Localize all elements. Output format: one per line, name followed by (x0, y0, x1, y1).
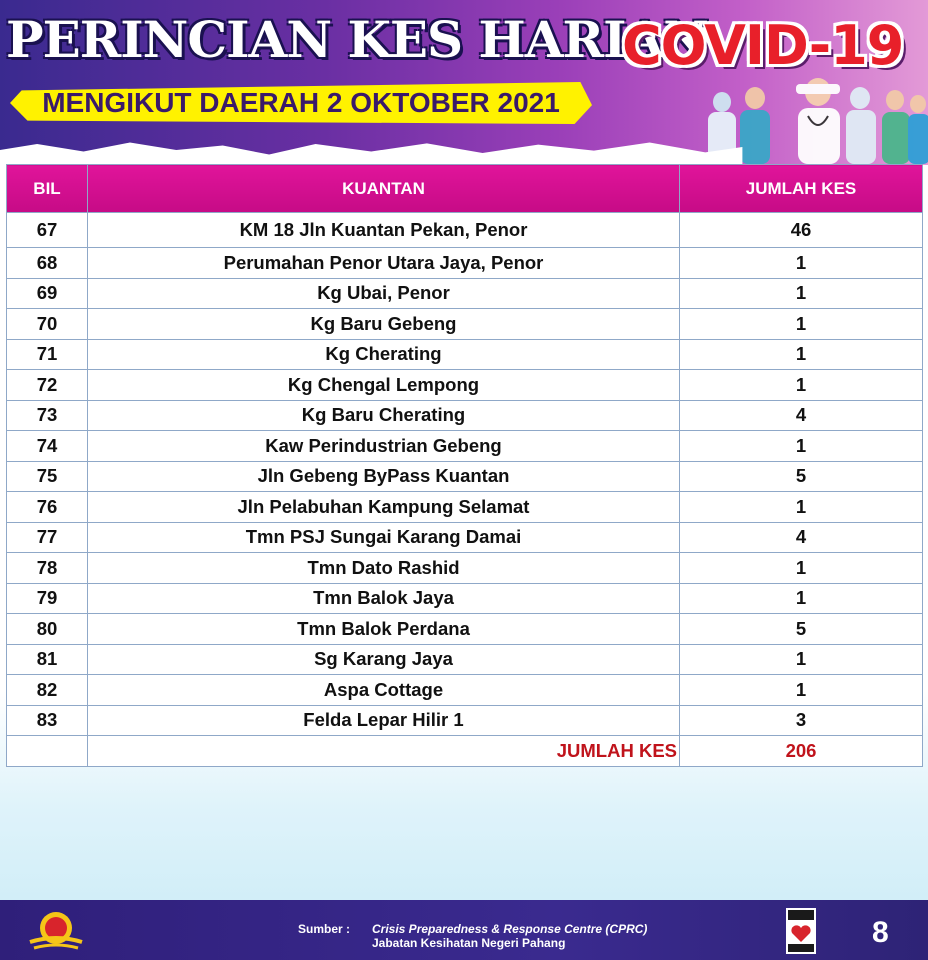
table-row (7, 431, 923, 462)
cell-lokasi: Tmn PSJ Sungai Karang Damai (88, 522, 680, 553)
cell-bil: 72 (7, 370, 88, 401)
cell-kes: 1 (680, 644, 923, 675)
cell-bil: 76 (7, 492, 88, 523)
cell-bil: 68 (7, 248, 88, 279)
table-total-row (7, 736, 923, 767)
table-row (7, 248, 923, 279)
total-empty-cell (7, 736, 88, 767)
cell-bil: 67 (7, 213, 88, 248)
cell-lokasi: Jln Gebeng ByPass Kuantan (88, 461, 680, 492)
case-table-container (6, 164, 922, 767)
cell-kes: 5 (680, 614, 923, 645)
cell-kes: 1 (680, 583, 923, 614)
table-row (7, 553, 923, 584)
cell-bil: 73 (7, 400, 88, 431)
header-banner (0, 0, 928, 165)
table-row (7, 705, 923, 736)
page-number: 8 (872, 916, 889, 949)
cell-lokasi: Kg Baru Cherating (88, 400, 680, 431)
cell-kes: 1 (680, 248, 923, 279)
total-label: JUMLAH KES (88, 736, 680, 767)
cell-lokasi: Kg Chengal Lempong (88, 370, 680, 401)
cell-bil: 77 (7, 522, 88, 553)
covid-title: COVID-19 (622, 14, 904, 77)
table-row (7, 492, 923, 523)
table-row (7, 583, 923, 614)
column-header-bil: BIL (7, 165, 88, 213)
cell-kes: 1 (680, 309, 923, 340)
table-row (7, 675, 923, 706)
column-header-jumlah-kes: JUMLAH KES (680, 165, 923, 213)
table-header-row (7, 165, 923, 213)
source-line-1: Crisis Preparedness & Response Centre (CPRC) (372, 922, 648, 936)
cell-lokasi: Tmn Dato Rashid (88, 553, 680, 584)
cell-lokasi: Felda Lepar Hilir 1 (88, 705, 680, 736)
cell-bil: 82 (7, 675, 88, 706)
page-subtitle: MENGIKUT DAERAH 2 OKTOBER 2021 (42, 87, 560, 118)
table-row (7, 339, 923, 370)
table-row (7, 370, 923, 401)
cell-kes: 3 (680, 705, 923, 736)
cell-bil: 78 (7, 553, 88, 584)
table-row (7, 213, 923, 248)
cell-kes: 4 (680, 522, 923, 553)
page-title: PERINCIAN KES HARIAN (6, 10, 708, 69)
total-value: 206 (680, 736, 923, 767)
cell-kes: 1 (680, 370, 923, 401)
table-row (7, 461, 923, 492)
cell-bil: 83 (7, 705, 88, 736)
source-line-2: Jabatan Kesihatan Negeri Pahang (372, 936, 566, 950)
cell-bil: 69 (7, 278, 88, 309)
cell-bil: 79 (7, 583, 88, 614)
footer-bar (0, 900, 928, 960)
cell-bil: 71 (7, 339, 88, 370)
koi-nak-bersih-logo-icon (786, 908, 816, 954)
table-row (7, 522, 923, 553)
cell-kes: 1 (680, 339, 923, 370)
table-row (7, 644, 923, 675)
table-row (7, 309, 923, 340)
cell-bil: 70 (7, 309, 88, 340)
cell-bil: 80 (7, 614, 88, 645)
cell-lokasi: Kg Cherating (88, 339, 680, 370)
case-table (6, 164, 923, 767)
cell-bil: 75 (7, 461, 88, 492)
cell-lokasi: Kg Baru Gebeng (88, 309, 680, 340)
cell-lokasi: Sg Karang Jaya (88, 644, 680, 675)
cell-bil: 74 (7, 431, 88, 462)
cell-lokasi: Kg Ubai, Penor (88, 278, 680, 309)
cell-kes: 1 (680, 675, 923, 706)
cell-kes: 46 (680, 213, 923, 248)
cell-kes: 1 (680, 278, 923, 309)
cell-lokasi: Tmn Balok Jaya (88, 583, 680, 614)
cell-kes: 1 (680, 492, 923, 523)
cell-lokasi: Kaw Perindustrian Gebeng (88, 431, 680, 462)
cell-lokasi: Tmn Balok Perdana (88, 614, 680, 645)
cell-lokasi: Jln Pelabuhan Kampung Selamat (88, 492, 680, 523)
cell-bil: 81 (7, 644, 88, 675)
column-header-kuantan: KUANTAN (88, 165, 680, 213)
cell-kes: 1 (680, 431, 923, 462)
cell-kes: 4 (680, 400, 923, 431)
cell-lokasi: KM 18 Jln Kuantan Pekan, Penor (88, 213, 680, 248)
table-row (7, 400, 923, 431)
table-row (7, 614, 923, 645)
source-label: Sumber : (298, 922, 351, 936)
cell-lokasi: Aspa Cottage (88, 675, 680, 706)
cell-lokasi: Perumahan Penor Utara Jaya, Penor (88, 248, 680, 279)
cell-kes: 1 (680, 553, 923, 584)
table-row (7, 278, 923, 309)
jkn-logo-icon (26, 908, 86, 952)
cell-kes: 5 (680, 461, 923, 492)
